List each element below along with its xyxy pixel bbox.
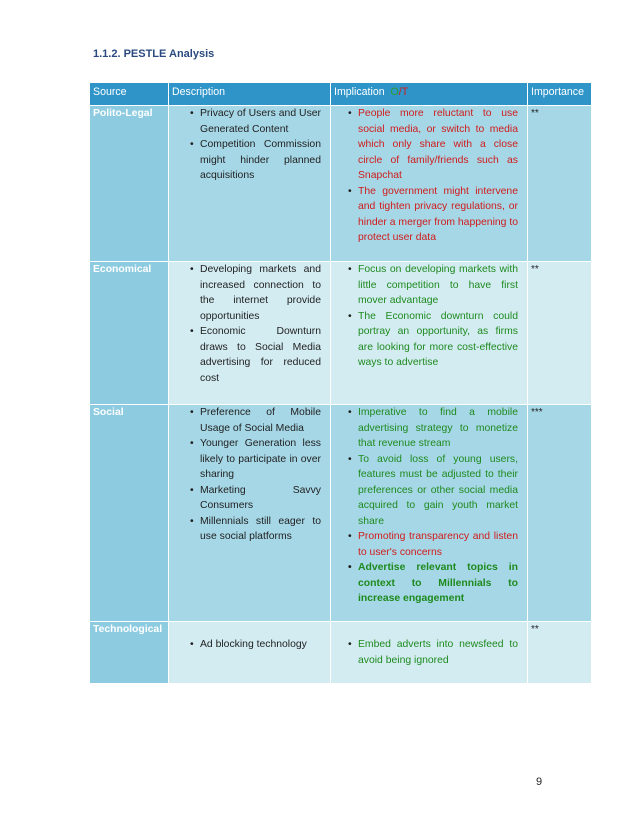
importance-cell: ** (528, 262, 592, 405)
implication-list (334, 405, 524, 607)
description-cell (169, 262, 331, 405)
source-cell: Technological (90, 622, 169, 684)
implication-item: • The government might intervene and tighten privacy regulations, or hinder a merger from happening to protect user data (348, 184, 518, 246)
implication-item: • Promoting transparency and listen to user's concerns (348, 529, 518, 560)
implication-item: • The Economic downturn could portray an opportunity, as firms are looking for more cost-effective ways to advertise (348, 309, 518, 371)
importance-cell: ** (528, 622, 592, 684)
implication-item: • To avoid loss of young users, features must be adjusted to their preferences or other social media acquired to gain youth market share (348, 452, 518, 530)
description-list (172, 262, 327, 386)
table-header-row (90, 83, 592, 106)
table-body (90, 106, 592, 684)
slash-marker: / (398, 86, 402, 98)
implication-item: • Focus on developing markets with little competition to have first mover advantage (348, 262, 518, 309)
implication-list (334, 106, 524, 246)
description-list (172, 106, 327, 184)
table-row (90, 405, 592, 622)
implication-item: • Advertise relevant topics in context to Millennials to increase engagement (348, 560, 518, 607)
implication-item: • Embed adverts into newsfeed to avoid being ignored (348, 637, 518, 668)
description-item: • Competition Commission might hinder planned acquisitions (190, 137, 321, 184)
description-list (172, 405, 327, 545)
section-heading: 1.1.2. PESTLE Analysis (93, 48, 215, 60)
description-item: • Privacy of Users and User Generated Content (190, 106, 321, 137)
opportunity-marker: O (390, 86, 399, 98)
description-item: • Economic Downturn draws to Social Media advertising for reduced cost (190, 324, 321, 386)
implication-list (334, 262, 524, 371)
implication-cell (331, 106, 528, 262)
description-list (172, 637, 327, 653)
column-header-importance: Importance (528, 83, 592, 106)
description-item: • Developing markets and increased connection to the internet provide opportunities (190, 262, 321, 324)
implication-cell (331, 405, 528, 622)
description-item: • Preference of Mobile Usage of Social Media (190, 405, 321, 436)
column-header-implication (331, 83, 528, 106)
threat-marker: T (401, 86, 409, 98)
implication-cell (331, 262, 528, 405)
pestle-table (89, 82, 592, 684)
spacer (334, 622, 524, 637)
implication-label: Implication (334, 86, 385, 98)
source-cell: Polito-Legal (90, 106, 169, 262)
table-row (90, 106, 592, 262)
source-cell: Economical (90, 262, 169, 405)
table-row (90, 262, 592, 405)
implication-item: • Imperative to find a mobile advertising strategy to monetize that revenue stream (348, 405, 518, 452)
table-row (90, 622, 592, 684)
description-cell (169, 405, 331, 622)
source-cell: Social (90, 405, 169, 622)
importance-cell: ** (528, 106, 592, 262)
importance-cell: *** (528, 405, 592, 622)
description-item: • Marketing Savvy Consumers (190, 483, 321, 514)
implication-list (334, 637, 524, 668)
implication-cell (331, 622, 528, 684)
column-header-source: Source (90, 83, 169, 106)
spacer (172, 622, 327, 637)
column-header-description: Description (169, 83, 331, 106)
description-item: • Millennials still eager to use social platforms (190, 514, 321, 545)
description-item: • Younger Generation less likely to participate in over sharing (190, 436, 321, 483)
description-cell (169, 106, 331, 262)
description-item: • Ad blocking technology (190, 637, 321, 653)
implication-item: • People more reluctant to use social media, or switch to media which only share with a close circle of family/friends such as Snapchat (348, 106, 518, 184)
page-number: 9 (536, 776, 543, 788)
description-cell (169, 622, 331, 684)
